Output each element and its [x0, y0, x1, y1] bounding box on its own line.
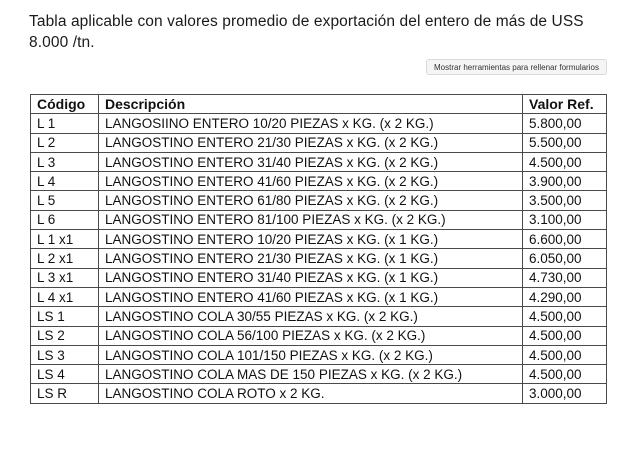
cell-code: L 1 x1 — [31, 230, 99, 249]
cell-description: LANGOSTINO COLA MAS DE 150 PIEZAS x KG. (x 2 KG.) — [99, 365, 523, 384]
cell-code: L 4 — [31, 172, 99, 191]
cell-value: 4.500,00 — [523, 326, 607, 345]
cell-description: LANGOSTINO ENTERO 31/40 PIEZAS x KG. (x 1 KG.) — [99, 268, 523, 287]
table-body — [31, 114, 607, 403]
cell-value: 4.500,00 — [523, 345, 607, 364]
column-header-value: Valor Ref. — [523, 95, 607, 114]
show-form-fill-tools-button[interactable]: Mostrar herramientas para rellenar formularios — [426, 59, 607, 75]
cell-description: LANGOSTINO COLA ROTO x 2 KG. — [99, 384, 523, 403]
cell-value: 4.500,00 — [523, 152, 607, 171]
cell-value: 6.600,00 — [523, 230, 607, 249]
cell-description: LANGOSTINO ENTERO 21/30 PIEZAS x KG. (x 2 KG.) — [99, 133, 523, 152]
table-row — [31, 210, 607, 229]
cell-code: LS 2 — [31, 326, 99, 345]
table-row — [31, 326, 607, 345]
cell-value: 4.500,00 — [523, 365, 607, 384]
cell-code: L 2 — [31, 133, 99, 152]
cell-code: L 2 x1 — [31, 249, 99, 268]
cell-description: LANGOSTINO ENTERO 81/100 PIEZAS x KG. (x 2 KG.) — [99, 210, 523, 229]
table-row — [31, 152, 607, 171]
cell-value: 4.500,00 — [523, 307, 607, 326]
cell-value: 3.500,00 — [523, 191, 607, 210]
table-row — [31, 307, 607, 326]
table-header-row — [31, 95, 607, 114]
table-row — [31, 345, 607, 364]
cell-description: LANGOSTINO COLA 101/150 PIEZAS x KG. (x 2 KG.) — [99, 345, 523, 364]
cell-description: LANGOSIINO ENTERO 10/20 PIEZAS x KG. (x 2 KG.) — [99, 114, 523, 133]
cell-description: LANGOSTINO ENTERO 61/80 PIEZAS x KG. (x 2 KG.) — [99, 191, 523, 210]
cell-code: L 1 — [31, 114, 99, 133]
cell-code: LS R — [31, 384, 99, 403]
cell-code: L 3 x1 — [31, 268, 99, 287]
cell-description: LANGOSTINO ENTERO 21/30 PIEZAS x KG. (x 1 KG.) — [99, 249, 523, 268]
column-header-code: Código — [31, 95, 99, 114]
table-row — [31, 365, 607, 384]
cell-value: 5.800,00 — [523, 114, 607, 133]
cell-code: L 4 x1 — [31, 287, 99, 306]
column-header-description: Descripción — [99, 95, 523, 114]
cell-description: LANGOSTINO ENTERO 10/20 PIEZAS x KG. (x 1 KG.) — [99, 230, 523, 249]
cell-code: L 5 — [31, 191, 99, 210]
table-row — [31, 384, 607, 403]
price-table — [30, 94, 607, 404]
cell-code: L 6 — [31, 210, 99, 229]
table-row — [31, 230, 607, 249]
cell-value: 3.000,00 — [523, 384, 607, 403]
table-row — [31, 249, 607, 268]
cell-description: LANGOSTINO COLA 30/55 PIEZAS x KG. (x 2 KG.) — [99, 307, 523, 326]
intro-paragraph: Tabla aplicable con valores promedio de exportación del entero de más de USS 8.000 /tn. — [29, 13, 584, 51]
cell-description: LANGOSTINO ENTERO 41/60 PIEZAS x KG. (x 1 KG.) — [99, 287, 523, 306]
cell-description: LANGOSTINO ENTERO 41/60 PIEZAS x KG. (x 2 KG.) — [99, 172, 523, 191]
cell-value: 4.290,00 — [523, 287, 607, 306]
cell-value: 6.050,00 — [523, 249, 607, 268]
table-row — [31, 114, 607, 133]
cell-value: 3.900,00 — [523, 172, 607, 191]
cell-code: LS 4 — [31, 365, 99, 384]
table-row — [31, 191, 607, 210]
table-row — [31, 268, 607, 287]
cell-description: LANGOSTINO ENTERO 31/40 PIEZAS x KG. (x 2 KG.) — [99, 152, 523, 171]
cell-value: 5.500,00 — [523, 133, 607, 152]
cell-value: 3.100,00 — [523, 210, 607, 229]
cell-description: LANGOSTINO COLA 56/100 PIEZAS x KG. (x 2 KG.) — [99, 326, 523, 345]
table-row — [31, 133, 607, 152]
table-row — [31, 287, 607, 306]
cell-value: 4.730,00 — [523, 268, 607, 287]
table-row — [31, 172, 607, 191]
cell-code: LS 3 — [31, 345, 99, 364]
cell-code: LS 1 — [31, 307, 99, 326]
cell-code: L 3 — [31, 152, 99, 171]
